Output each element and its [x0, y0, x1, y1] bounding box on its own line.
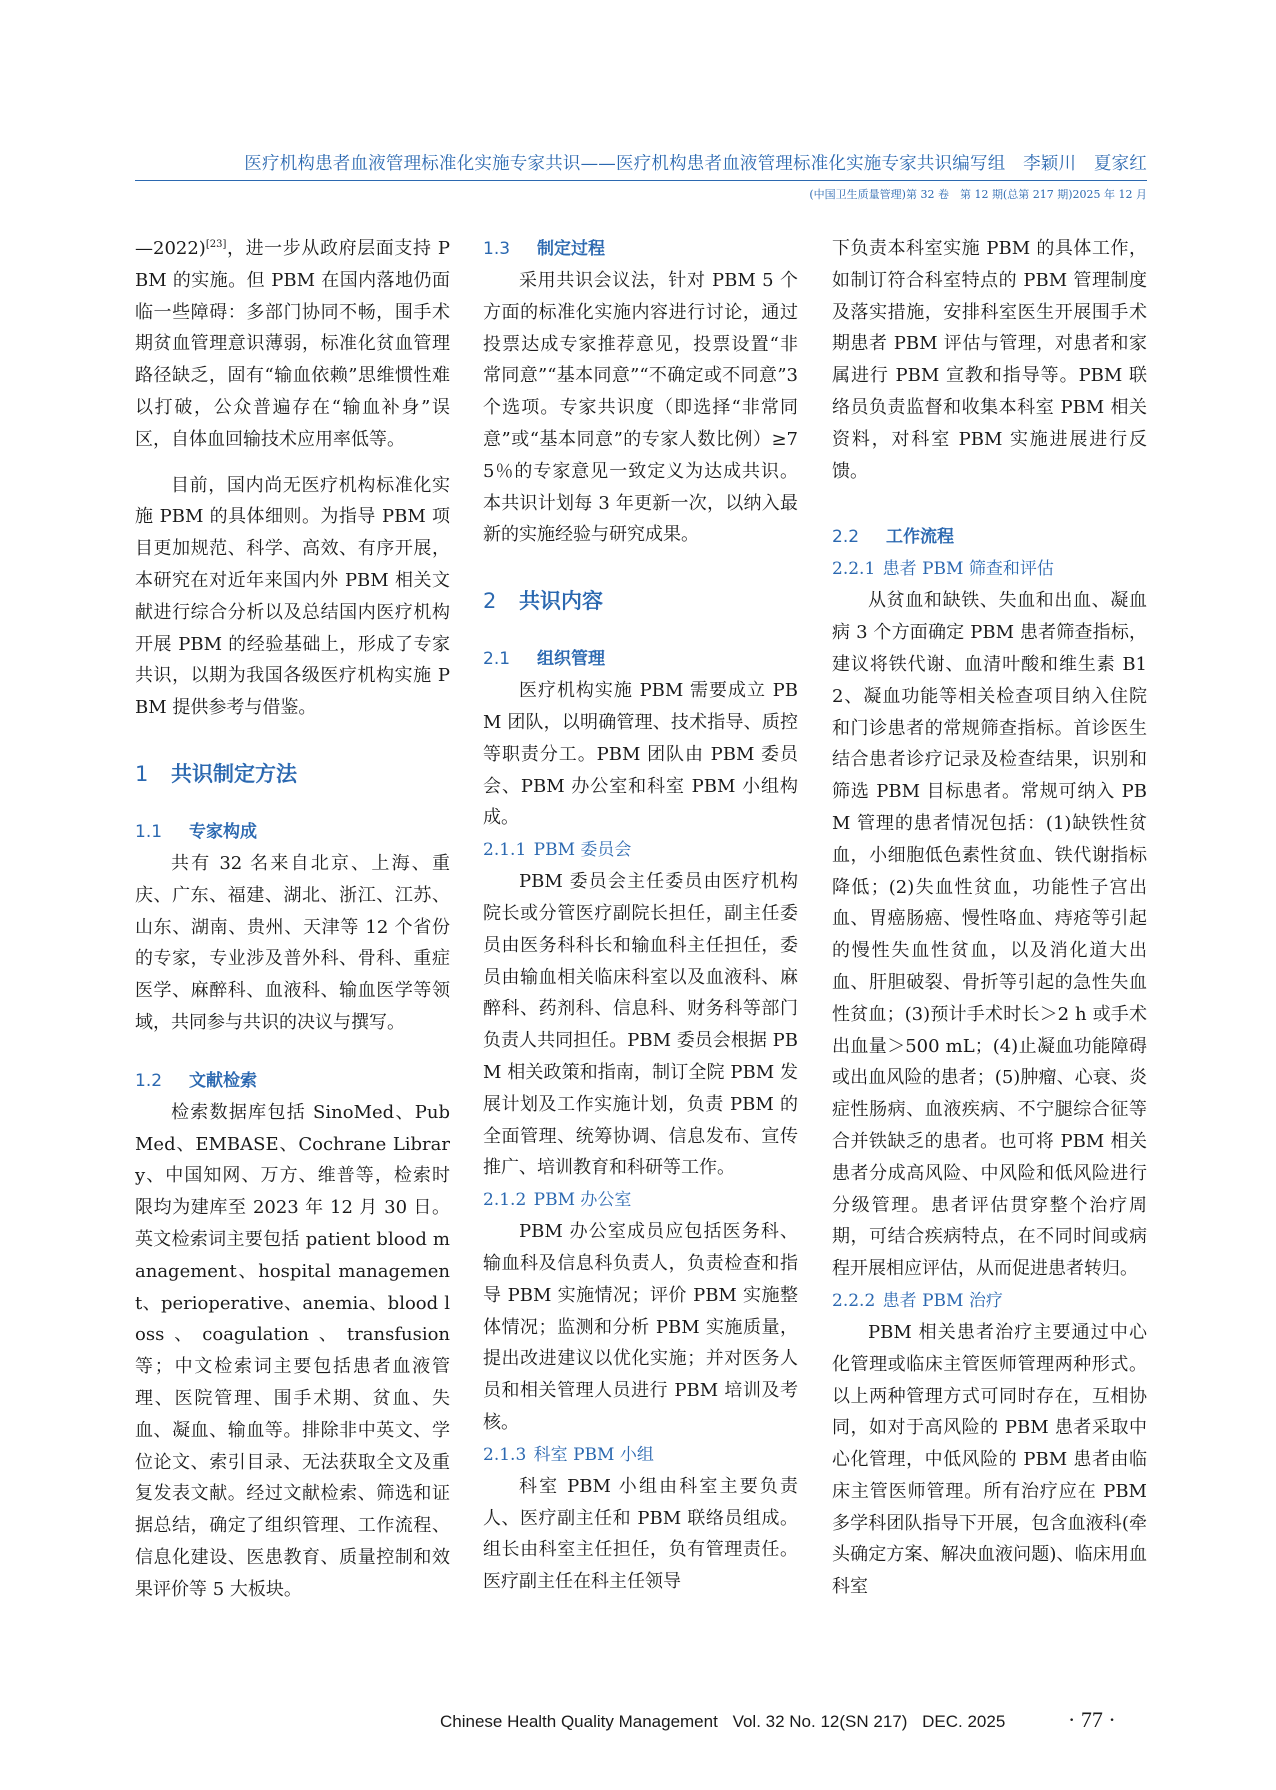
subsection-number: 1.3	[483, 239, 511, 259]
column-2	[483, 233, 798, 1598]
paragraph: 从贫血和缺铁、失血和出血、凝血病 3 个方面确定 PBM 患者筛查指标，建议将铁代谢、血清叶酸和维生素 B12、凝血功能等相关检查项目纳入住院和门诊患者的常规筛查指标。首诊医生结合患者诊疗记录及检查结果，识别和筛选 PBM 目标患者。常规可纳入 PBM 管理的患者情况包括：(1)缺铁性贫血，小细胞低色素性贫血、铁代谢指标降低；(2)失血性贫血，功能性子宫出血、胃癌肠癌、慢性咯血、痔疮等引起的慢性失血性贫血，以及消化道大出血、肝胆破裂、骨折等引起的急性失血性贫血；(3)预计手术时长＞2 h 或手术出血量＞500 mL；(4)止凝血功能障碍或出血风险的患者；(5)肿瘤、心衰、炎症性肠病、血液疾病、不宁腿综合征等合并铁缺乏的患者。也可将 PBM 相关患者分成高风险、中风险和低风险进行分级管理。患者评估贯穿整个治疗周期，可结合疾病特点，在不同时间或病程开展相应评估，从而促进患者转归。	[832, 590, 1147, 1280]
subsection-heading	[135, 816, 450, 848]
paragraph: 检索数据库包括 SinoMed、PubMed、EMBASE、Cochrane Library、中国知网、万方、维普等，检索时限均为建库至 2023 年 12 月 30 日。英文检索词主要包括 patient blood management、hospital management、perioperative、anemia、blood loss、coagulation、transfusion 等；中文检索词主要包括患者血液管理、医院管理、围手术期、贫血、失血、凝血、输血等。排除非中英文、学位论文、索引目录、无法获取全文及重复发表文献。经过文献检索、筛选和证据总结，确定了组织管理、工作流程、信息化建设、医患教育、质量控制和效果评价等 5 大板块。	[135, 1101, 450, 1600]
page-number: · 77 ·	[1068, 1707, 1116, 1732]
subsection-heading	[483, 233, 798, 265]
column-3	[832, 233, 1147, 1603]
subsubsection-number: 2.1.2	[483, 1190, 527, 1211]
subsection-title: 工作流程	[886, 527, 954, 548]
section-number: 1	[135, 761, 149, 786]
subsection-title: 组织管理	[537, 649, 605, 670]
text-run: ，进一步从政府层面支持 PBM 的实施。但 PBM 在国内落地仍面临一些障碍：多部门协同不畅，围手术期贫血管理意识薄弱，标准化贫血管理路径缺乏，固有“输血依赖”思维惯性难以打破，公众普遍存在“输血补身”误区，自体血回输技术应用率低等。	[135, 238, 450, 450]
paragraph: 共有 32 名来自北京、上海、重庆、广东、福建、湖北、浙江、江苏、山东、湖南、贵州、天津等 12 个省份的专家，专业涉及普外科、骨科、重症医学、麻醉科、血液科、输血医学等领域，共同参与共识的决议与撰写。	[135, 852, 450, 1033]
subsection-title: 制定过程	[537, 239, 605, 259]
text-run: —2022)	[135, 238, 206, 259]
subsubsection-title: PBM 委员会	[533, 840, 632, 861]
citation-ref: [23]	[205, 239, 227, 250]
subsection-heading	[483, 643, 798, 675]
subsubsection-number: 2.1.1	[483, 840, 527, 861]
paragraph: PBM 相关患者治疗主要通过中心化管理或临床主管医师管理两种形式。以上两种管理方式可同时存在，互相协同，如对于高风险的 PBM 患者采取中心化管理，中低风险的 PBM 患者由临床主管医师管理。所有治疗应在 PBM 多学科团队指导下开展，包含血液科(牵头确定方案、解决血液问题)、临床用血科室	[832, 1321, 1147, 1598]
subsection-heading	[832, 521, 1147, 553]
paragraph: 下负责本科室实施 PBM 的具体工作，如制订符合科室特点的 PBM 管理制度及落实措施，安排科室医生开展围手术期患者 PBM 评估与管理，对患者和家属进行 PBM 宣教和指导等。PBM 联络员负责监督和收集本科室 PBM 相关资料，对科室 PBM 实施进展进行反馈。	[832, 238, 1147, 482]
section-number: 2	[483, 589, 497, 614]
subsubsection-title: PBM 办公室	[533, 1190, 632, 1211]
paragraph: 目前，国内尚无医疗机构标准化实施 PBM 的具体细则。为指导 PBM 项目更加规范、科学、高效、有序开展，本研究在对近年来国内外 PBM 相关文献进行综合分析以及总结国内医疗机构开展 PBM 的经验基础上，形成了专家共识，以期为我国各级医疗机构实施 PBM 提供参考与借鉴。	[135, 474, 450, 719]
subsection-number: 2.1	[483, 649, 511, 670]
section-heading	[483, 585, 798, 617]
column-1	[135, 233, 450, 1605]
subsection-heading	[135, 1065, 450, 1097]
subsection-number: 1.2	[135, 1070, 163, 1091]
paragraph	[135, 233, 450, 456]
paragraph: 采用共识会议法，针对 PBM 5 个方面的标准化实施内容进行讨论，通过投票达成专家推荐意见，投票设置“非常同意”“基本同意”“不确定或不同意”3 个选项。专家共识度（即选择“非常同意”或“基本同意”的专家人数比例）≥75％的专家意见一致定义为达成共识。本共识计划每 3 年更新一次，以纳入最新的实施经验与研究成果。	[483, 270, 798, 546]
running-head: 医疗机构患者血液管理标准化实施专家共识——医疗机构患者血液管理标准化实施专家共识编写组 李颖川 夏家红	[244, 154, 1147, 174]
section-title: 共识内容	[519, 589, 603, 614]
subsubsection-heading	[483, 1184, 798, 1216]
header-rule	[135, 180, 1147, 181]
subsection-number: 2.2	[832, 527, 860, 548]
subsubsection-heading	[483, 834, 798, 866]
footer-date: DEC. 2025	[922, 1712, 1006, 1731]
subsubsection-heading	[832, 553, 1147, 585]
subsubsection-number: 2.2.2	[832, 1290, 876, 1311]
subsection-title: 文献检索	[189, 1070, 257, 1091]
section-heading	[135, 758, 450, 790]
footer-volume: Vol. 32 No. 12(SN 217)	[732, 1712, 908, 1731]
page-footer	[440, 1712, 1015, 1732]
journal-info: (中国卫生质量管理)第 32 卷 第 12 期(总第 217 期)2025 年 12 月	[809, 188, 1147, 201]
subsubsection-title: 患者 PBM 治疗	[882, 1290, 1003, 1311]
subsubsection-heading	[832, 1285, 1147, 1317]
footer-journal-name: Chinese Health Quality Management	[440, 1712, 718, 1731]
paragraph: 医疗机构实施 PBM 需要成立 PBM 团队，以明确管理、技术指导、质控等职责分工。PBM 团队由 PBM 委员会、PBM 办公室和科室 PBM 小组构成。	[483, 680, 798, 829]
section-title: 共识制定方法	[171, 761, 297, 786]
subsubsection-title: 科室 PBM 小组	[533, 1444, 654, 1465]
paragraph: 科室 PBM 小组由科室主要负责人、医疗副主任和 PBM 联络员组成。组长由科室主任担任，负有管理责任。医疗副主任在科主任领导	[483, 1475, 798, 1593]
paragraph: PBM 委员会主任委员由医疗机构院长或分管医疗副院长担任，副主任委员由医务科科长和输血科主任担任，委员由输血相关临床科室以及血液科、麻醉科、药剂科、信息科、财务科等部门负责人共同担任。PBM 委员会根据 PBM 相关政策和指南，制订全院 PBM 发展计划及工作实施计划，负责 PBM 的全面管理、统筹协调、信息发布、宣传推广、培训教育和科研等工作。	[483, 871, 798, 1179]
subsubsection-number: 2.2.1	[832, 559, 876, 580]
subsubsection-title: 患者 PBM 筛查和评估	[882, 559, 1054, 580]
subsubsection-number: 2.1.3	[483, 1444, 527, 1465]
subsection-title: 专家构成	[189, 821, 257, 842]
subsubsection-heading	[483, 1439, 798, 1471]
paragraph: PBM 办公室成员应包括医务科、输血科及信息科负责人，负责检查和指导 PBM 实施情况；评价 PBM 实施整体情况；监测和分析 PBM 实施质量，提出改进建议以优化实施；并对医务人员和相关管理人员进行 PBM 培训及考核。	[483, 1221, 798, 1433]
subsection-number: 1.1	[135, 821, 163, 842]
